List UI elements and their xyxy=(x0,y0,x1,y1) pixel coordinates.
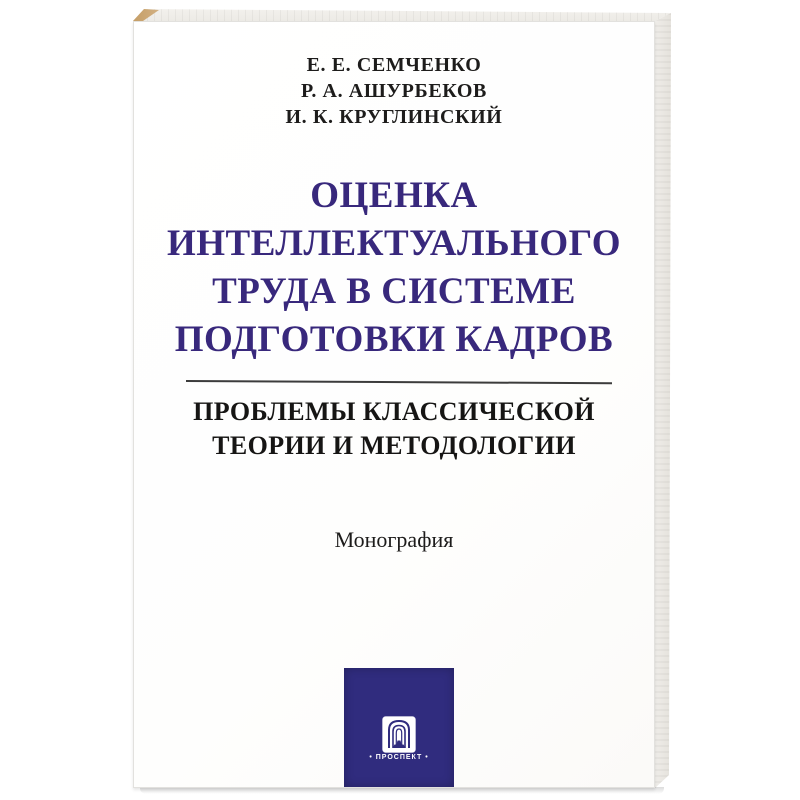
title-divider-rule xyxy=(186,380,612,384)
book-subtitle xyxy=(134,395,654,463)
prospekt-arch-emblem-icon xyxy=(382,716,416,753)
title-line: ОЦЕНКА xyxy=(310,175,478,216)
book-title xyxy=(134,172,654,364)
book-drop-shadow xyxy=(140,787,664,794)
book-pages-top-edge xyxy=(133,8,672,22)
title-line: ИНТЕЛЛЕКТУАЛЬНОГО xyxy=(166,223,622,264)
author-line: И. К. КРУГЛИНСКИЙ xyxy=(285,106,503,128)
book-pages-right-edge xyxy=(655,13,672,789)
title-line: ТРУДА В СИСТЕМЕ xyxy=(212,271,576,312)
author-line: Е. Е. СЕМЧЕНКО xyxy=(306,54,482,76)
authors-block xyxy=(134,52,654,130)
publisher-logo xyxy=(344,668,454,787)
publisher-name: • ПРОСПЕКТ • xyxy=(369,754,429,761)
title-line: ПОДГОТОВКИ КАДРОВ xyxy=(174,319,614,360)
edition-type-label: Монография xyxy=(334,527,454,552)
subtitle-line: ТЕОРИИ И МЕТОДОЛОГИИ xyxy=(212,431,576,460)
book-front-cover xyxy=(133,21,655,788)
author-line: Р. А. АШУРБЕКОВ xyxy=(301,80,487,102)
subtitle-line: ПРОБЛЕМЫ КЛАССИЧЕСКОЙ xyxy=(193,397,595,426)
